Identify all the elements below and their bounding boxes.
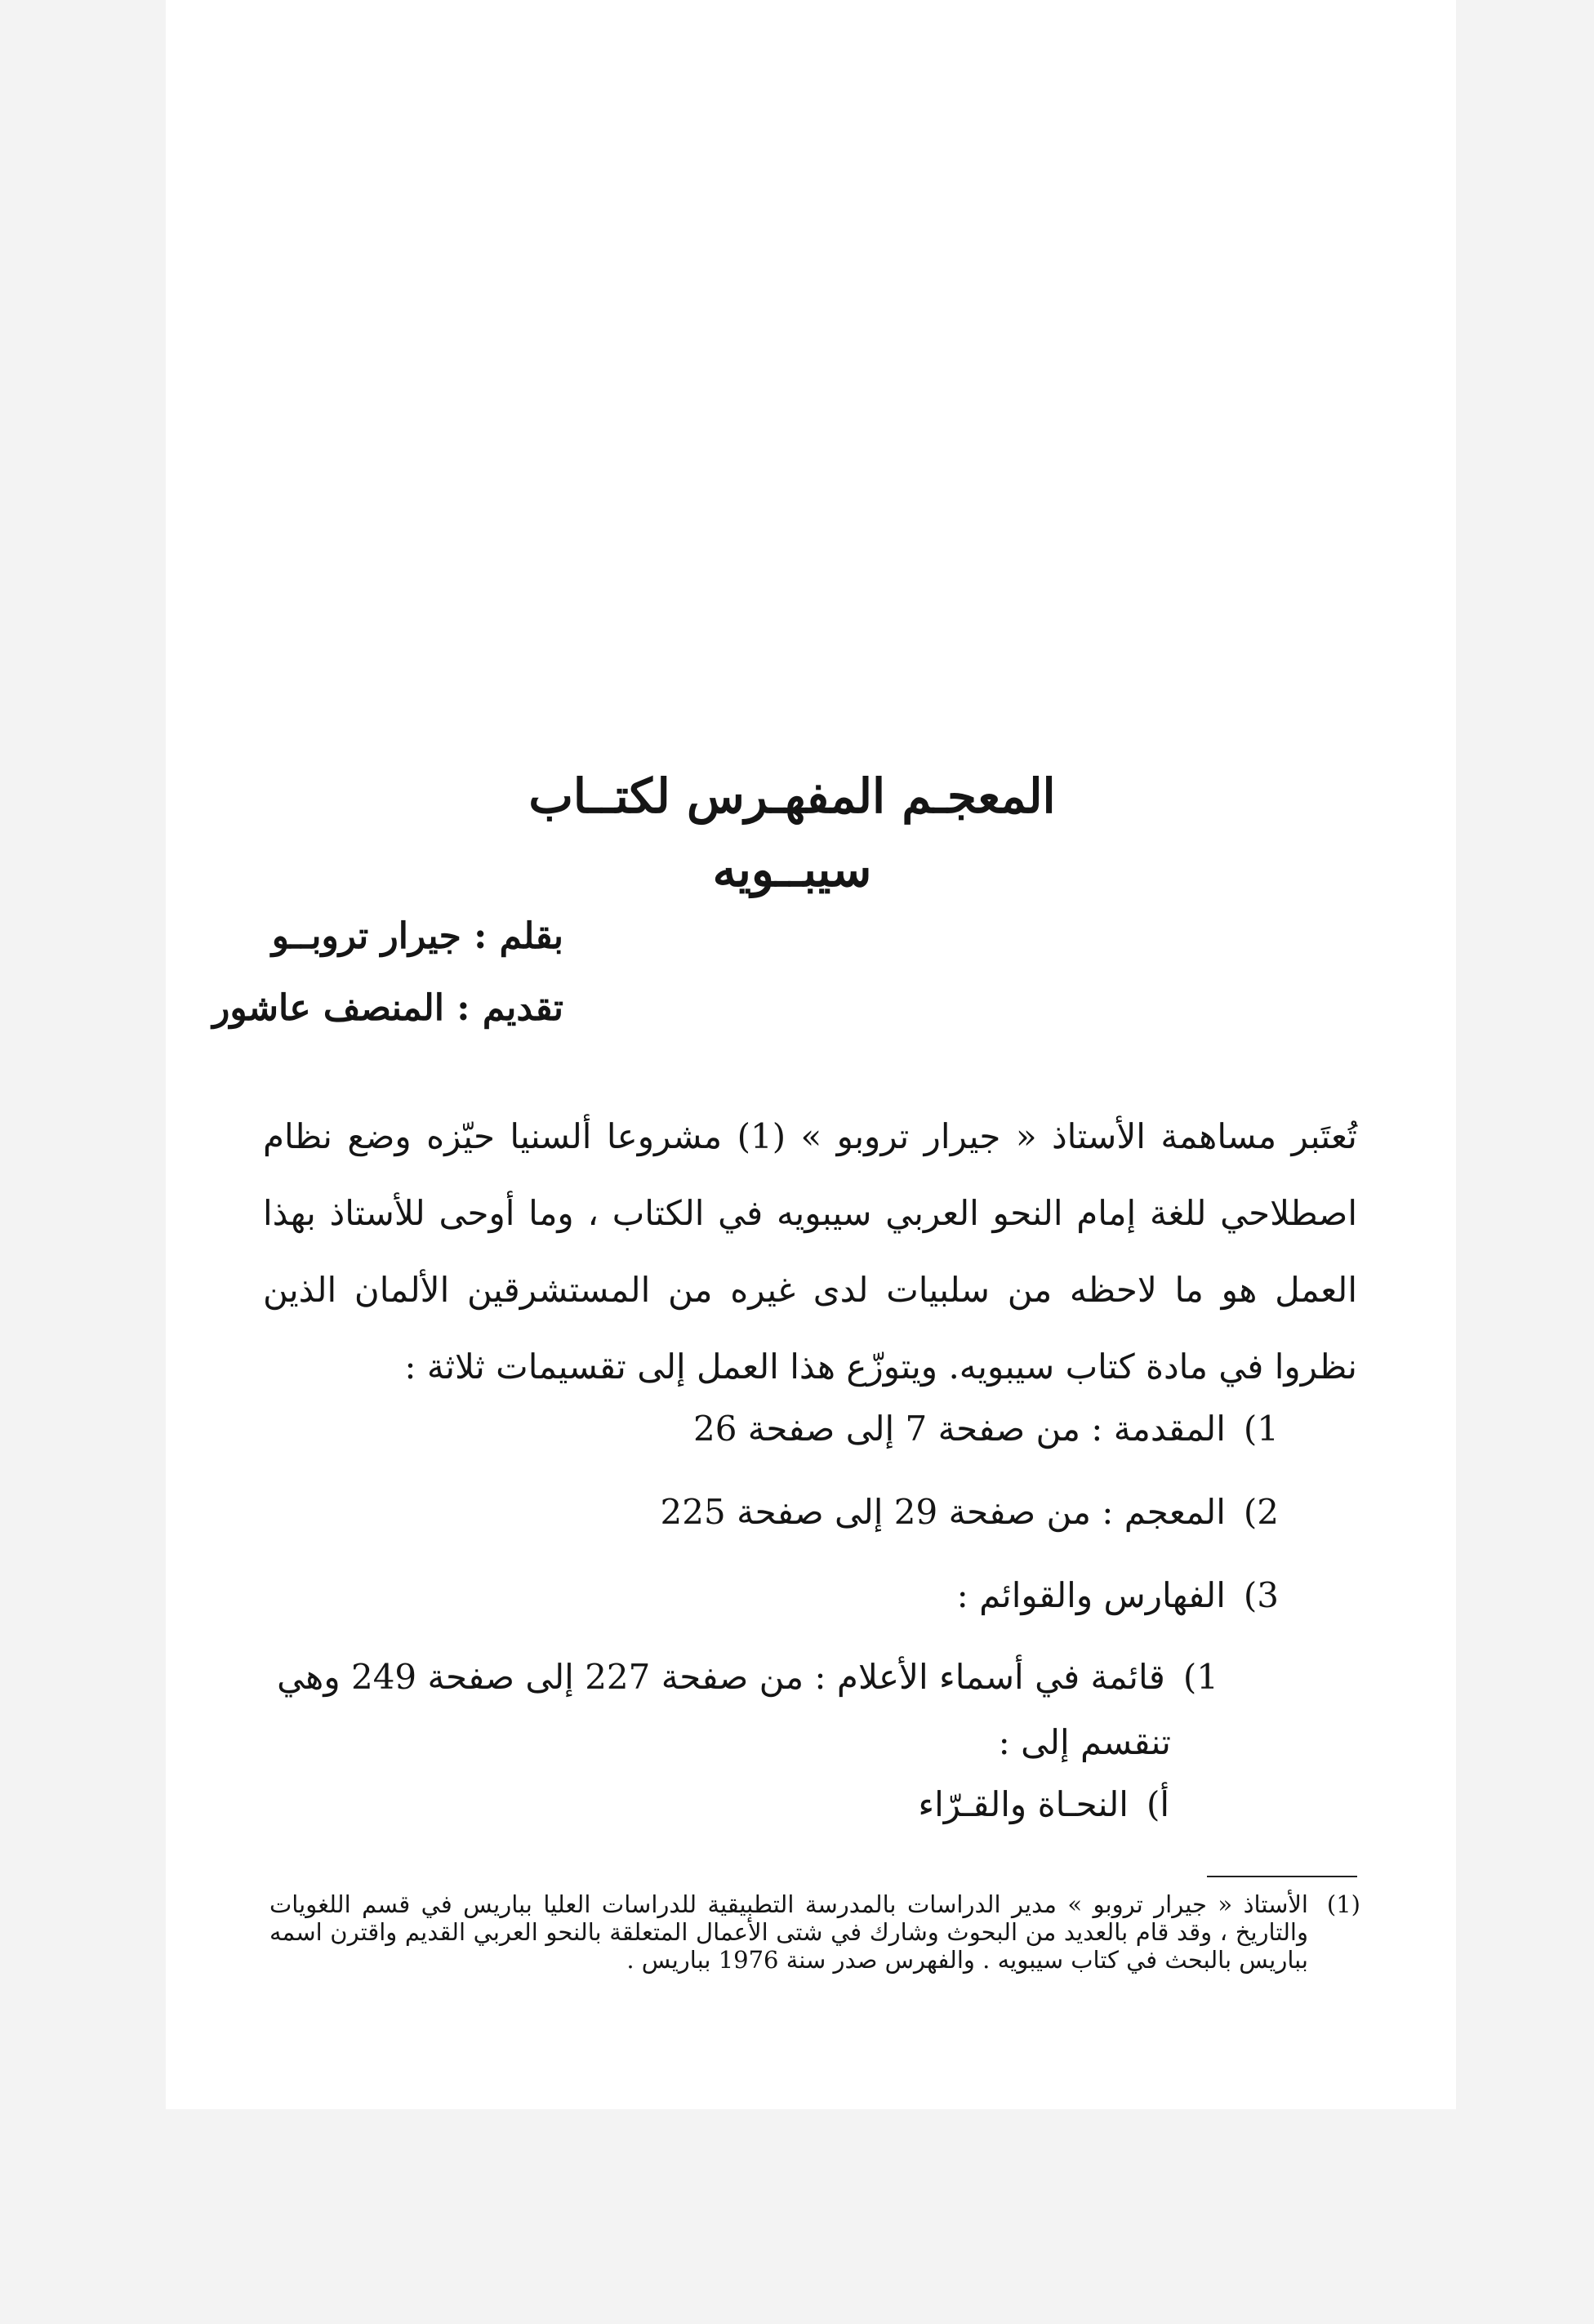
intro-paragraph: تُعتَبر مساهمة الأستاذ « جيرار تروبو » (1) مشروعا ألسنيا حيّزه وضع نظام اصطلاحي للغة إمام النحو العربي سيبويه في الكتاب ، وما أوحى للأستاذ بهذا العمل هو ما لاحظه من سلبيات لدى غيره من المستشرقين الألمان الذين نظروا في مادة كتاب سيبويه. ويتوزّع هذا العمل إلى تقسيمات ثلاثة : [263,1116,1357,1387]
section-item-indexes [544,1563,1279,1628]
section-number: 2) [1243,1492,1279,1532]
section-text: المقدمة : من صفحة 7 إلى صفحة 26 [693,1409,1226,1449]
section-number: 3) [1243,1575,1279,1615]
footnote [269,1890,1360,1974]
section-text: الفهارس والقوائم : [956,1575,1226,1615]
footnote-number: (1) [1326,1890,1360,1918]
page-title: المعجـم المفهـرس لكتــاب سيبــويه [528,768,1056,897]
introduction-line: تقديم : المنصف عاشور [212,987,563,1029]
footnote-divider [1207,1876,1357,1877]
section-item-dictionary [544,1480,1279,1545]
subsection-text-line1: قائمة في أسماء الأعلام : من صفحة 227 إلى صفحة 249 وهي [277,1657,1165,1697]
subsection-item-names [255,1645,1218,1775]
section-text: المعجم : من صفحة 29 إلى صفحة 225 [660,1492,1226,1532]
alpha-text: النحـاة والقـرّاء [918,1784,1129,1824]
author-line: بقلم : جيرار تروبــو [271,915,563,957]
section-item-introduction [544,1396,1279,1462]
alpha-item-grammarians [598,1772,1169,1837]
section-number: 1) [1243,1409,1279,1449]
alpha-letter: أ) [1146,1784,1169,1824]
subsection-number: 1) [1182,1657,1218,1697]
subsection-text-line2: تنقسم إلى : [998,1722,1171,1762]
footnote-text: الأستاذ « جيرار تروبو » مدير الدراسات بالمدرسة التطبيقية للدراسات العليا بباريس في قسم اللغويات والتاريخ ، وقد قام بالعديد من البحوث وشارك في شتى الأعمال المتعلقة بالنحو العربي القديم واقترن اسمه بباريس بالبحث في كتاب سيبويه . والفهرس صدر سنة 1976 بباريس . [269,1890,1308,1974]
